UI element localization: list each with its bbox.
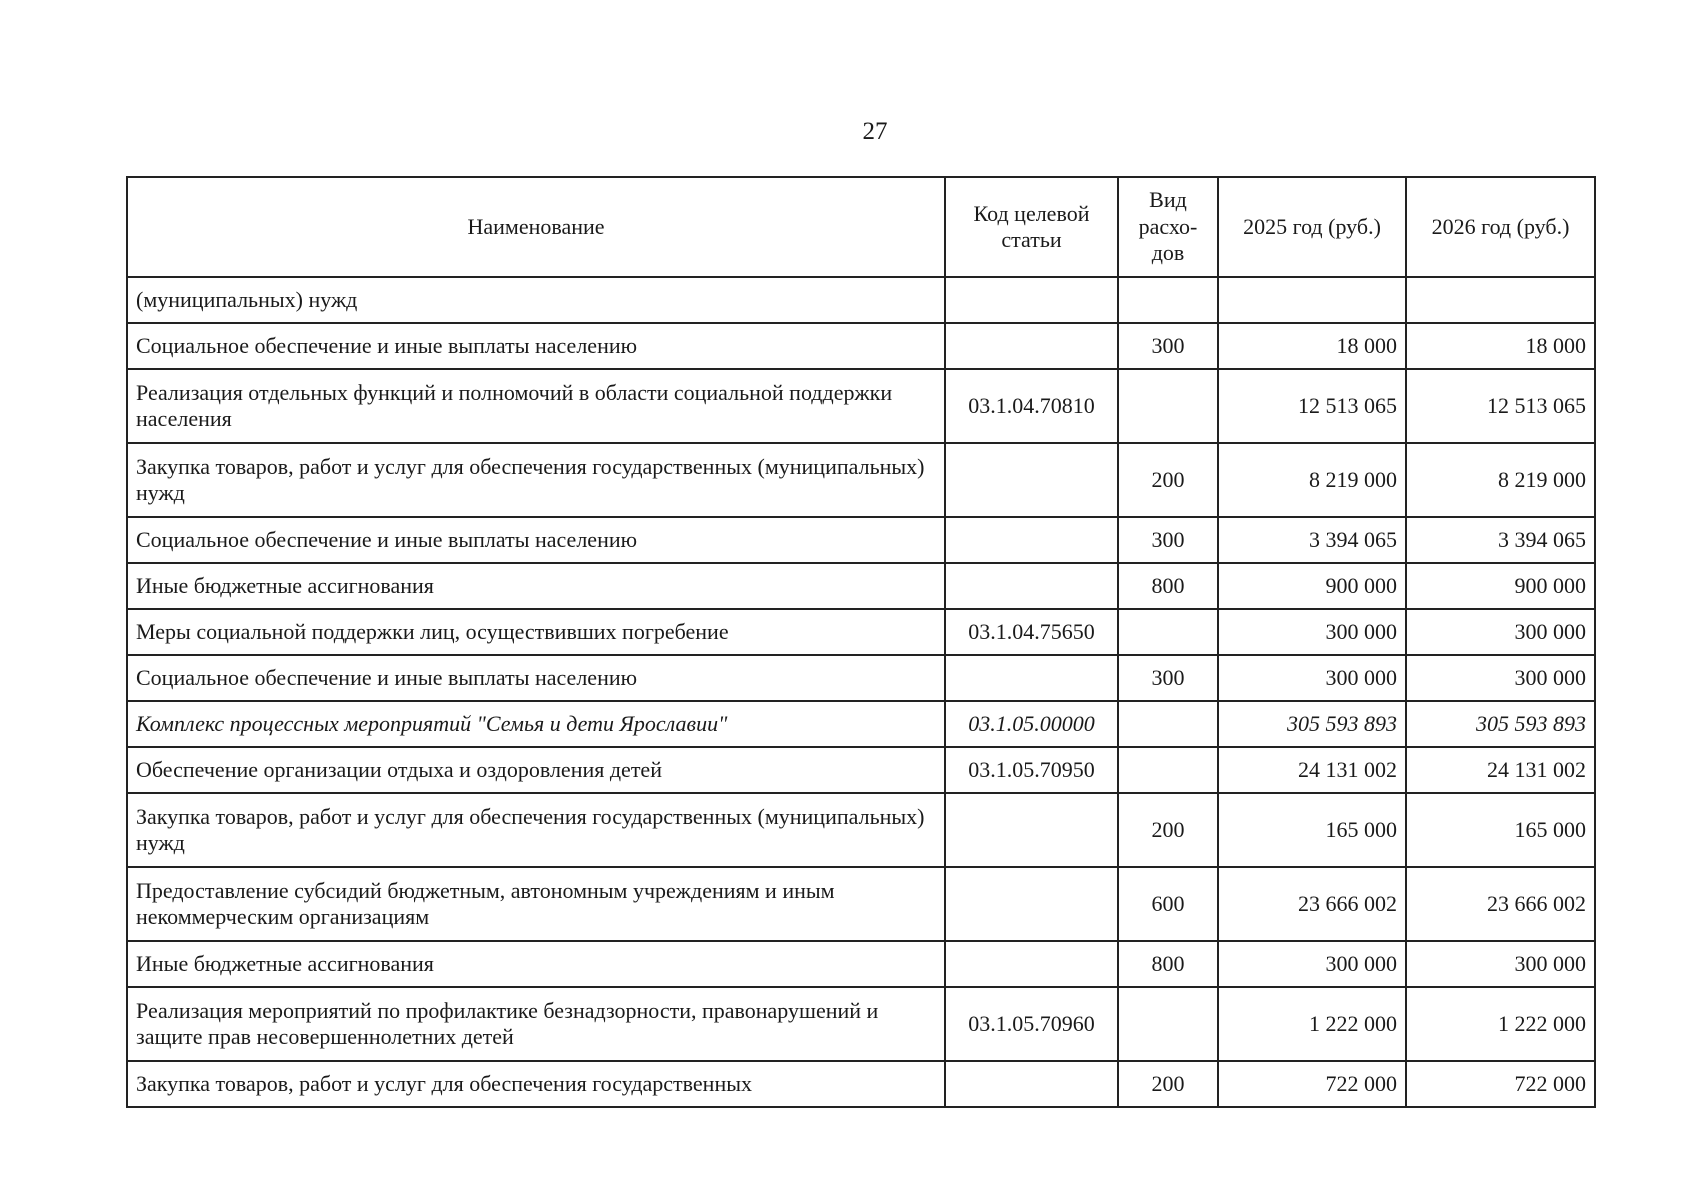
- cell-2025: 900 000: [1218, 563, 1406, 609]
- table-row: [127, 609, 1595, 655]
- cell-code: [945, 517, 1118, 563]
- cell-code: [945, 793, 1118, 867]
- cell-kind: 300: [1118, 323, 1218, 369]
- cell-2025: 300 000: [1218, 609, 1406, 655]
- cell-kind: 600: [1118, 867, 1218, 941]
- cell-code: [945, 443, 1118, 517]
- cell-2026: 24 131 002: [1406, 747, 1595, 793]
- cell-2025: 8 219 000: [1218, 443, 1406, 517]
- table-row: [127, 563, 1595, 609]
- table-body: [127, 277, 1595, 1107]
- table-row: [127, 517, 1595, 563]
- cell-2026: 300 000: [1406, 609, 1595, 655]
- cell-2026: 722 000: [1406, 1061, 1595, 1107]
- cell-kind: 800: [1118, 941, 1218, 987]
- table-row: [127, 443, 1595, 517]
- cell-2026: 305 593 893: [1406, 701, 1595, 747]
- cell-2026: 12 513 065: [1406, 369, 1595, 443]
- cell-code: [945, 563, 1118, 609]
- cell-name: Социальное обеспечение и иные выплаты населению: [127, 655, 945, 701]
- header-kind: Вид расхо-дов: [1118, 177, 1218, 277]
- cell-code: [945, 941, 1118, 987]
- cell-name: Иные бюджетные ассигнования: [127, 941, 945, 987]
- budget-table: [126, 176, 1596, 1108]
- table-row: [127, 655, 1595, 701]
- cell-2025: 3 394 065: [1218, 517, 1406, 563]
- cell-name: Закупка товаров, работ и услуг для обеспечения государственных: [127, 1061, 945, 1107]
- cell-2025: 1 222 000: [1218, 987, 1406, 1061]
- cell-kind: [1118, 369, 1218, 443]
- cell-kind: [1118, 277, 1218, 323]
- cell-2025: [1218, 277, 1406, 323]
- cell-2026: 18 000: [1406, 323, 1595, 369]
- cell-name: Иные бюджетные ассигнования: [127, 563, 945, 609]
- cell-name: Предоставление субсидий бюджетным, автономным учреждениям и иным некоммерческим организациям: [127, 867, 945, 941]
- cell-code: 03.1.04.70810: [945, 369, 1118, 443]
- cell-name: Социальное обеспечение и иные выплаты населению: [127, 323, 945, 369]
- cell-name: Закупка товаров, работ и услуг для обеспечения государственных (муниципальных) нужд: [127, 443, 945, 517]
- cell-2025: 305 593 893: [1218, 701, 1406, 747]
- cell-name: Реализация мероприятий по профилактике безнадзорности, правонарушений и защите прав несовершеннолетних детей: [127, 987, 945, 1061]
- cell-2026: 165 000: [1406, 793, 1595, 867]
- cell-kind: [1118, 701, 1218, 747]
- table-row: [127, 369, 1595, 443]
- cell-2026: 900 000: [1406, 563, 1595, 609]
- header-2025: 2025 год (руб.): [1218, 177, 1406, 277]
- cell-kind: 200: [1118, 443, 1218, 517]
- cell-kind: 300: [1118, 517, 1218, 563]
- cell-kind: [1118, 609, 1218, 655]
- table-row: [127, 867, 1595, 941]
- cell-kind: [1118, 987, 1218, 1061]
- page-number: 27: [862, 118, 888, 145]
- cell-2026: 300 000: [1406, 655, 1595, 701]
- cell-kind: 200: [1118, 793, 1218, 867]
- cell-name: Социальное обеспечение и иные выплаты населению: [127, 517, 945, 563]
- header-code: Код целевой статьи: [945, 177, 1118, 277]
- cell-kind: 300: [1118, 655, 1218, 701]
- cell-code: [945, 655, 1118, 701]
- table-row: [127, 701, 1595, 747]
- table-row: [127, 987, 1595, 1061]
- table-row: [127, 747, 1595, 793]
- cell-code: 03.1.05.00000: [945, 701, 1118, 747]
- table-row: [127, 1061, 1595, 1107]
- cell-name: Обеспечение организации отдыха и оздоровления детей: [127, 747, 945, 793]
- cell-code: 03.1.05.70950: [945, 747, 1118, 793]
- cell-code: [945, 323, 1118, 369]
- cell-code: [945, 277, 1118, 323]
- cell-2025: 24 131 002: [1218, 747, 1406, 793]
- cell-kind: 800: [1118, 563, 1218, 609]
- table-row: [127, 941, 1595, 987]
- cell-2026: 1 222 000: [1406, 987, 1595, 1061]
- cell-name: Меры социальной поддержки лиц, осуществивших погребение: [127, 609, 945, 655]
- cell-2025: 165 000: [1218, 793, 1406, 867]
- cell-2026: 23 666 002: [1406, 867, 1595, 941]
- cell-2026: 3 394 065: [1406, 517, 1595, 563]
- cell-name: (муниципальных) нужд: [127, 277, 945, 323]
- cell-2025: 300 000: [1218, 655, 1406, 701]
- table-row: [127, 323, 1595, 369]
- cell-2025: 722 000: [1218, 1061, 1406, 1107]
- cell-name: Реализация отдельных функций и полномочий в области социальной поддержки населения: [127, 369, 945, 443]
- header-2026: 2026 год (руб.): [1406, 177, 1595, 277]
- cell-kind: [1118, 747, 1218, 793]
- header-name: Наименование: [127, 177, 945, 277]
- cell-2025: 300 000: [1218, 941, 1406, 987]
- cell-kind: 200: [1118, 1061, 1218, 1107]
- cell-2025: 12 513 065: [1218, 369, 1406, 443]
- cell-2025: 18 000: [1218, 323, 1406, 369]
- cell-2026: 8 219 000: [1406, 443, 1595, 517]
- cell-code: [945, 867, 1118, 941]
- cell-name: Закупка товаров, работ и услуг для обеспечения государственных (муниципальных) нужд: [127, 793, 945, 867]
- cell-2026: 300 000: [1406, 941, 1595, 987]
- cell-code: [945, 1061, 1118, 1107]
- cell-name: Комплекс процессных мероприятий "Семья и дети Ярославии": [127, 701, 945, 747]
- cell-2026: [1406, 277, 1595, 323]
- table-row: [127, 277, 1595, 323]
- cell-2025: 23 666 002: [1218, 867, 1406, 941]
- cell-code: 03.1.05.70960: [945, 987, 1118, 1061]
- cell-code: 03.1.04.75650: [945, 609, 1118, 655]
- table-row: [127, 793, 1595, 867]
- table-header-row: [127, 177, 1595, 277]
